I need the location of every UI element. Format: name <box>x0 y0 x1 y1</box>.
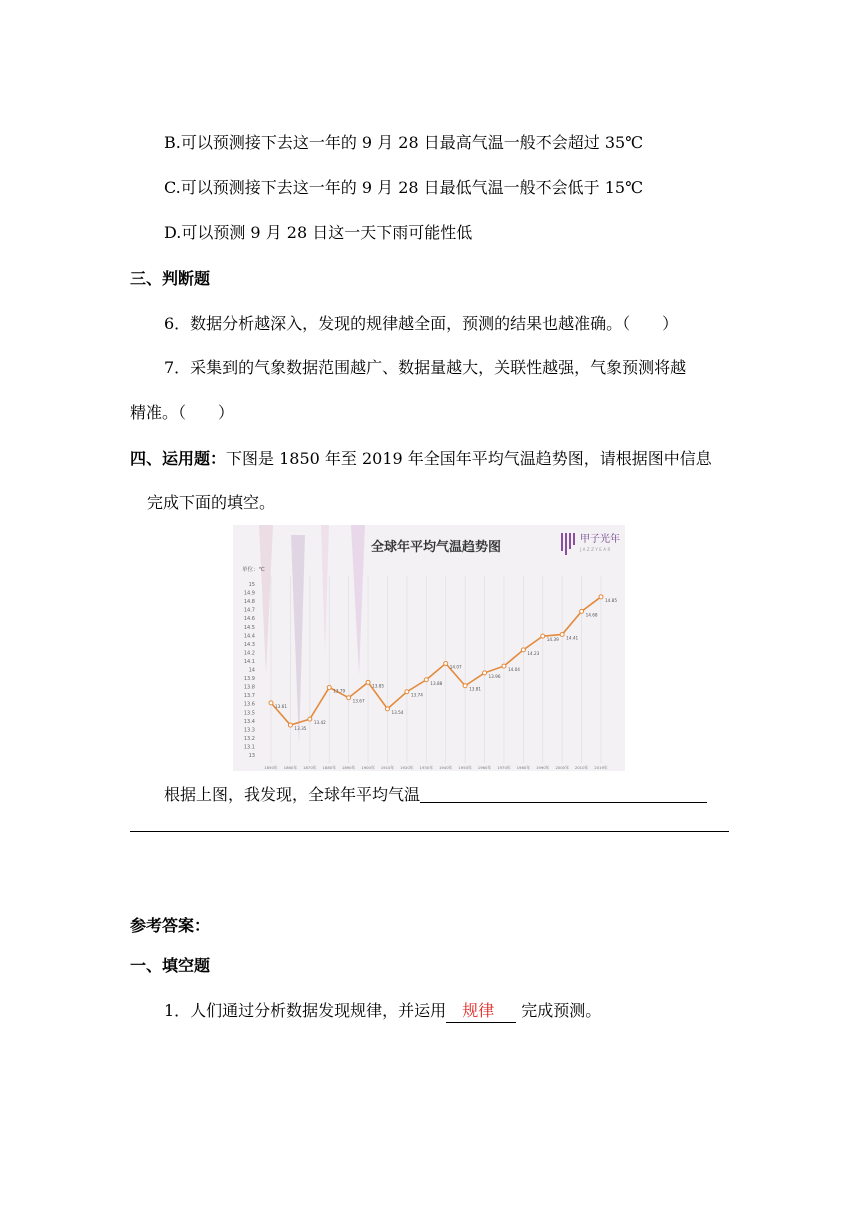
option-b: B.可以预测接下去这一年的 9 月 28 日最高气温一般不会超过 35℃ <box>164 133 644 152</box>
data-label: 13.61 <box>275 703 287 709</box>
decor-stripe <box>291 535 305 745</box>
series-line <box>271 597 601 725</box>
x-tick-label: 1920年 <box>400 765 414 770</box>
x-tick-label: 1870年 <box>303 765 317 770</box>
data-point <box>385 707 389 711</box>
option-d: D.可以预测 9 月 28 日这一天下雨可能性低 <box>164 223 473 242</box>
section-4-prompt-line-2: 完成下面的填空。 <box>147 493 276 512</box>
x-tick-label: 1860年 <box>283 765 298 770</box>
x-tick-label: 2019年 <box>594 765 608 770</box>
data-point <box>444 662 448 666</box>
x-tick-label: 2010年 <box>574 765 589 770</box>
data-point <box>288 723 292 727</box>
y-tick-label: 14.5 <box>243 624 255 631</box>
x-tick-label: 1940年 <box>438 765 453 770</box>
question-7-line-2: 精准。（ ） <box>130 403 235 422</box>
y-tick-label: 13.5 <box>243 710 255 717</box>
data-label: 13.67 <box>352 698 365 704</box>
y-tick-label: 15 <box>248 582 255 588</box>
data-point <box>308 717 312 721</box>
y-tick-label: 13.9 <box>243 676 255 683</box>
answer-blank[interactable] <box>420 786 707 803</box>
temperature-chart <box>233 525 625 771</box>
x-tick-label: 1930年 <box>419 765 434 770</box>
y-tick-label: 13.2 <box>243 735 255 742</box>
x-tick-label: 1960年 <box>477 765 492 770</box>
data-point <box>347 696 351 700</box>
data-point <box>405 690 409 694</box>
y-tick-label: 14.1 <box>243 658 255 665</box>
y-tick-label: 13.8 <box>243 684 255 691</box>
answers-section-1: 一、填空题 <box>130 956 211 975</box>
brand-logo <box>561 532 620 555</box>
answer-q1-suffix: 完成预测。 <box>516 1001 602 1020</box>
option-c: C.可以预测接下去这一年的 9 月 28 日最低气温一般不会低于 15℃ <box>164 178 643 197</box>
data-point <box>269 701 273 705</box>
y-axis-ticks <box>244 582 255 759</box>
y-tick-label: 14.3 <box>243 641 255 648</box>
unit-label: 单位：℃ <box>242 567 265 573</box>
section-3-heading: 三、判断题 <box>130 269 211 288</box>
data-label: 13.54 <box>391 709 404 715</box>
decor-stripe <box>351 525 365 675</box>
data-label: 13.85 <box>372 683 385 689</box>
y-tick-label: 13.7 <box>243 693 255 700</box>
x-tick-label: 1900年 <box>361 765 375 770</box>
y-tick-label: 13 <box>248 753 255 759</box>
x-tick-label: 1890年 <box>341 765 356 770</box>
chart-svg <box>233 525 625 771</box>
data-label: 13.88 <box>430 680 443 686</box>
answer-q1 <box>164 1000 601 1023</box>
data-label: 13.81 <box>469 686 482 692</box>
y-tick-label: 14.8 <box>243 599 255 606</box>
data-label: 14.41 <box>566 635 579 641</box>
question-6: 6．数据分析越深入，发现的规律越全面，预测的结果也越准确。（ ） <box>164 314 679 333</box>
data-point <box>502 664 506 668</box>
series-temperature <box>269 595 617 731</box>
chart-title: 全球年平均气温趋势图 <box>371 540 502 555</box>
x-tick-label: 1850年 <box>264 765 278 770</box>
data-label: 13.35 <box>294 726 307 732</box>
data-label: 13.79 <box>333 688 346 694</box>
brand-name: 甲子光年 <box>580 534 620 545</box>
data-label: 13.42 <box>313 720 326 726</box>
data-point <box>599 595 603 599</box>
y-tick-label: 14.4 <box>243 633 255 640</box>
data-point <box>463 684 467 688</box>
answer-q1-text: 1．人们通过分析数据发现规律，并运用 <box>164 1001 447 1020</box>
fill-in-line <box>164 784 707 806</box>
grid <box>271 576 601 763</box>
y-tick-label: 14.6 <box>243 616 255 623</box>
data-label: 14.68 <box>585 612 598 618</box>
fill-in-prompt: 根据上图，我发现，全球年平均气温 <box>164 785 421 804</box>
data-label: 14.04 <box>507 667 520 673</box>
data-label: 13.96 <box>488 673 501 679</box>
answer-q1-value: 规律 <box>462 1001 495 1020</box>
answer-q1-blank <box>446 1000 516 1023</box>
y-tick-label: 14.9 <box>243 590 255 597</box>
data-point <box>560 632 564 636</box>
answer-blank-line-2[interactable] <box>130 831 729 832</box>
data-point <box>366 680 370 684</box>
x-tick-label: 1880年 <box>322 765 336 770</box>
data-point <box>327 685 331 689</box>
x-tick-label: 1950年 <box>458 765 472 770</box>
x-tick-label: 1980年 <box>516 765 531 770</box>
data-label: 14.07 <box>449 664 462 670</box>
data-label: 14.85 <box>605 597 617 603</box>
decor-stripe <box>321 525 329 655</box>
answers-heading: 参考答案： <box>130 916 211 935</box>
y-tick-label: 13.3 <box>243 727 255 734</box>
data-point <box>541 634 545 638</box>
section-4-prompt-text: 下图是 1850 年至 2019 年全国年平均气温趋势图，请根据图中信息 <box>226 449 712 468</box>
x-tick-label: 1970年 <box>497 765 511 770</box>
y-tick-label: 13.6 <box>243 701 255 708</box>
y-tick-label: 14.2 <box>243 650 255 657</box>
question-7-line-1: 7．采集到的气象数据范围越广、数据量越大，关联性越强，气象预测将越 <box>164 358 687 377</box>
data-point <box>521 648 525 652</box>
section-4-heading: 四、运用题： <box>130 449 227 468</box>
y-tick-label: 13.1 <box>243 744 255 751</box>
data-label: 13.74 <box>410 692 423 698</box>
section-4-prompt <box>130 448 712 470</box>
data-point <box>424 678 428 682</box>
x-axis-ticks <box>264 765 608 770</box>
data-label: 14.23 <box>527 650 540 656</box>
y-tick-label: 14.7 <box>243 607 255 614</box>
brand-subtitle: JAZZYEAR <box>580 547 612 552</box>
x-tick-label: 1910年 <box>380 765 395 770</box>
x-tick-label: 1990年 <box>536 765 550 770</box>
y-tick-label: 13.4 <box>243 718 255 725</box>
y-tick-label: 14 <box>248 667 255 674</box>
x-tick-label: 2000年 <box>555 765 569 770</box>
data-label: 14.39 <box>546 637 559 643</box>
data-point <box>580 609 584 613</box>
data-point <box>483 671 487 675</box>
